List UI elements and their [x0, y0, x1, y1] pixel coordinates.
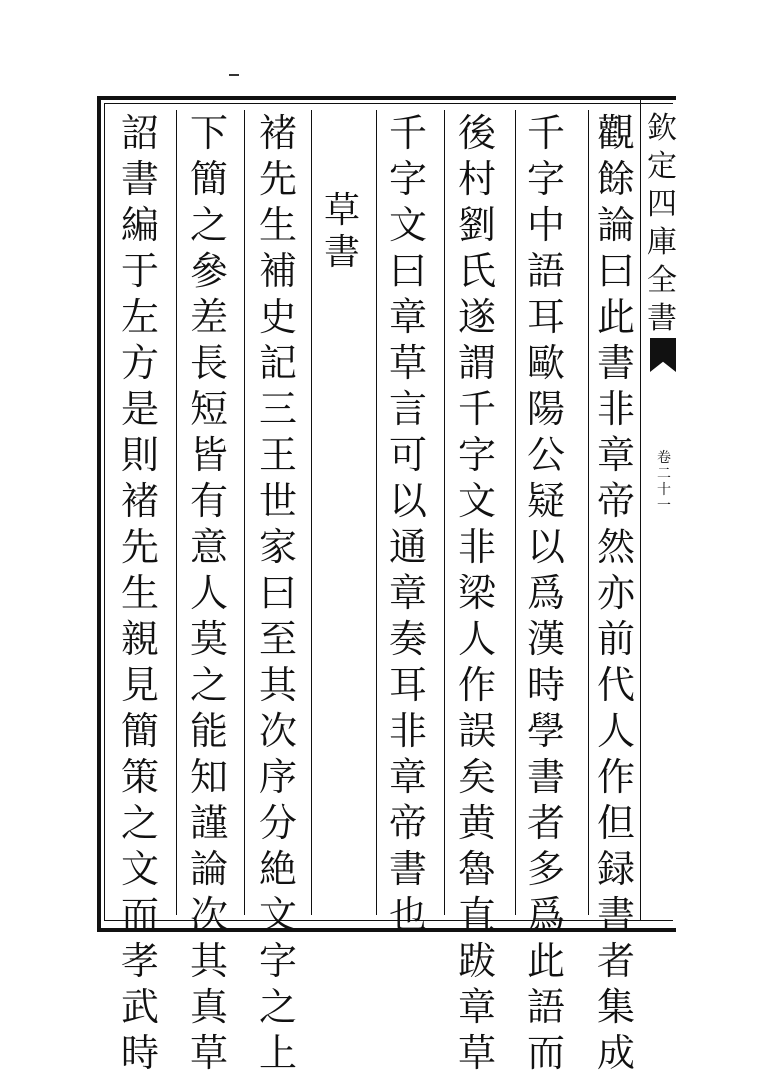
glyph: 章	[388, 295, 427, 339]
glyph: 王	[258, 433, 297, 477]
glyph: 孝	[120, 939, 159, 983]
glyph: 分	[258, 801, 297, 845]
glyph: 耳	[526, 295, 565, 339]
glyph: 于	[120, 249, 159, 293]
glyph: 短	[189, 387, 228, 431]
glyph: 非	[596, 387, 635, 431]
glyph: 書	[323, 232, 360, 273]
glyph: 先	[258, 157, 297, 201]
text-column-7	[118, 110, 162, 1076]
glyph: 家	[258, 525, 297, 569]
top-mark	[229, 74, 239, 76]
glyph: 皆	[189, 433, 228, 477]
glyph: 矣	[457, 755, 496, 799]
glyph: 曰	[388, 249, 427, 293]
glyph: 非	[388, 709, 427, 753]
glyph: 通	[388, 525, 427, 569]
glyph: 二	[657, 466, 671, 482]
glyph: 章	[388, 755, 427, 799]
glyph: 詔	[120, 111, 159, 155]
glyph: 真	[189, 985, 228, 1029]
glyph: 上	[258, 1031, 297, 1075]
glyph: 人	[596, 709, 635, 753]
glyph: 千	[526, 111, 565, 155]
glyph: 見	[120, 663, 159, 707]
glyph: 跋	[457, 939, 496, 983]
glyph: 人	[457, 617, 496, 661]
glyph: 四	[647, 187, 677, 222]
glyph: 奏	[388, 617, 427, 661]
glyph: 公	[526, 433, 565, 477]
glyph: 曰	[596, 249, 635, 293]
glyph: 然	[596, 525, 635, 569]
glyph: 也	[388, 893, 427, 937]
glyph: 長	[189, 341, 228, 385]
glyph: 之	[258, 985, 297, 1029]
glyph: 欽	[647, 111, 677, 146]
glyph: 後	[457, 111, 496, 155]
glyph: 魯	[457, 847, 496, 891]
glyph: 書	[526, 755, 565, 799]
glyph: 能	[189, 709, 228, 753]
glyph: 學	[526, 709, 565, 753]
glyph: 書	[647, 301, 677, 336]
glyph: 卷	[657, 450, 671, 466]
glyph: 章	[596, 433, 635, 477]
glyph: 編	[120, 203, 159, 247]
glyph: 草	[457, 1031, 496, 1075]
glyph: 其	[258, 663, 297, 707]
glyph: 謂	[457, 341, 496, 385]
glyph: 時	[120, 1031, 159, 1075]
glyph: 誤	[457, 709, 496, 753]
glyph: 之	[120, 801, 159, 845]
glyph: 而	[120, 893, 159, 937]
glyph: 字	[388, 157, 427, 201]
glyph: 遂	[457, 295, 496, 339]
glyph: 可	[388, 433, 427, 477]
text-column-3	[455, 110, 499, 1076]
glyph: 下	[189, 111, 228, 155]
glyph: 語	[526, 249, 565, 293]
glyph: 代	[596, 663, 635, 707]
glyph: 親	[120, 617, 159, 661]
text-column-5	[256, 110, 300, 1076]
glyph: 全	[647, 263, 677, 298]
glyph: 亦	[596, 571, 635, 615]
glyph: 者	[596, 939, 635, 983]
glyph: 草	[323, 190, 360, 231]
glyph: 一	[657, 498, 671, 514]
glyph: 耳	[388, 663, 427, 707]
glyph: 草	[388, 341, 427, 385]
glyph: 氏	[457, 249, 496, 293]
section-heading	[322, 190, 362, 274]
glyph: 褚	[258, 111, 297, 155]
glyph: 而	[526, 1031, 565, 1075]
glyph: 有	[189, 479, 228, 523]
glyph: 村	[457, 157, 496, 201]
glyph: 梁	[457, 571, 496, 615]
glyph: 庫	[647, 225, 677, 260]
text-column-1	[594, 110, 638, 1076]
glyph: 漢	[526, 617, 565, 661]
glyph: 陽	[526, 387, 565, 431]
glyph: 文	[388, 203, 427, 247]
glyph: 者	[526, 801, 565, 845]
glyph: 之	[189, 203, 228, 247]
glyph: 直	[457, 893, 496, 937]
glyph: 知	[189, 755, 228, 799]
glyph: 爲	[526, 893, 565, 937]
glyph: 疑	[526, 479, 565, 523]
glyph: 武	[120, 985, 159, 1029]
glyph: 書	[388, 847, 427, 891]
glyph: 論	[189, 847, 228, 891]
column-rule	[588, 110, 589, 915]
glyph: 草	[189, 1031, 228, 1075]
glyph: 次	[189, 893, 228, 937]
glyph: 千	[388, 111, 427, 155]
glyph: 策	[120, 755, 159, 799]
glyph: 則	[120, 433, 159, 477]
glyph: 是	[120, 387, 159, 431]
column-rule	[244, 110, 245, 915]
column-rule	[311, 110, 312, 915]
glyph: 文	[457, 479, 496, 523]
glyph: 至	[258, 617, 297, 661]
glyph: 十	[657, 482, 671, 498]
glyph: 歐	[526, 341, 565, 385]
glyph: 字	[457, 433, 496, 477]
glyph: 前	[596, 617, 635, 661]
glyph: 書	[120, 157, 159, 201]
glyph: 史	[258, 295, 297, 339]
glyph: 字	[258, 939, 297, 983]
glyph: 書	[596, 341, 635, 385]
glyph: 三	[258, 387, 297, 431]
glyph: 定	[647, 149, 677, 184]
glyph: 簡	[120, 709, 159, 753]
glyph: 文	[258, 893, 297, 937]
text-column-6	[187, 110, 231, 1076]
glyph: 但	[596, 801, 635, 845]
column-rule	[515, 110, 516, 915]
glyph: 集	[596, 985, 635, 1029]
glyph: 此	[596, 295, 635, 339]
glyph: 録	[596, 847, 635, 891]
glyph: 劉	[457, 203, 496, 247]
glyph: 作	[596, 755, 635, 799]
glyph: 以	[388, 479, 427, 523]
column-rule	[376, 110, 377, 915]
glyph: 帝	[388, 801, 427, 845]
glyph: 次	[258, 709, 297, 753]
glyph: 補	[258, 249, 297, 293]
glyph: 成	[596, 1031, 635, 1075]
glyph: 左	[120, 295, 159, 339]
glyph: 言	[388, 387, 427, 431]
column-rule	[176, 110, 177, 915]
glyph: 帝	[596, 479, 635, 523]
glyph: 絶	[258, 847, 297, 891]
glyph: 曰	[258, 571, 297, 615]
glyph: 先	[120, 525, 159, 569]
glyph: 參	[189, 249, 228, 293]
glyph: 記	[258, 341, 297, 385]
glyph: 文	[120, 847, 159, 891]
glyph: 爲	[526, 571, 565, 615]
glyph: 謹	[189, 801, 228, 845]
margin-juan-label	[654, 450, 674, 514]
glyph: 差	[189, 295, 228, 339]
glyph: 世	[258, 479, 297, 523]
glyph: 章	[388, 571, 427, 615]
text-column-2	[524, 110, 568, 1076]
glyph: 以	[526, 525, 565, 569]
glyph: 方	[120, 341, 159, 385]
glyph: 論	[596, 203, 635, 247]
glyph: 褚	[120, 479, 159, 523]
glyph: 簡	[189, 157, 228, 201]
glyph: 序	[258, 755, 297, 799]
glyph: 此	[526, 939, 565, 983]
glyph: 作	[457, 663, 496, 707]
glyph: 意	[189, 525, 228, 569]
column-rule	[444, 110, 445, 915]
glyph: 生	[258, 203, 297, 247]
glyph: 語	[526, 985, 565, 1029]
glyph: 觀	[596, 111, 635, 155]
glyph: 餘	[596, 157, 635, 201]
glyph: 多	[526, 847, 565, 891]
margin-book-title	[646, 110, 678, 338]
glyph: 書	[596, 893, 635, 937]
glyph: 之	[189, 663, 228, 707]
text-column-4	[386, 110, 430, 938]
glyph: 其	[189, 939, 228, 983]
glyph: 千	[457, 387, 496, 431]
glyph: 人	[189, 571, 228, 615]
glyph: 中	[526, 203, 565, 247]
glyph: 非	[457, 525, 496, 569]
glyph: 字	[526, 157, 565, 201]
glyph: 章	[457, 985, 496, 1029]
glyph: 黄	[457, 801, 496, 845]
glyph: 莫	[189, 617, 228, 661]
glyph: 生	[120, 571, 159, 615]
glyph: 時	[526, 663, 565, 707]
